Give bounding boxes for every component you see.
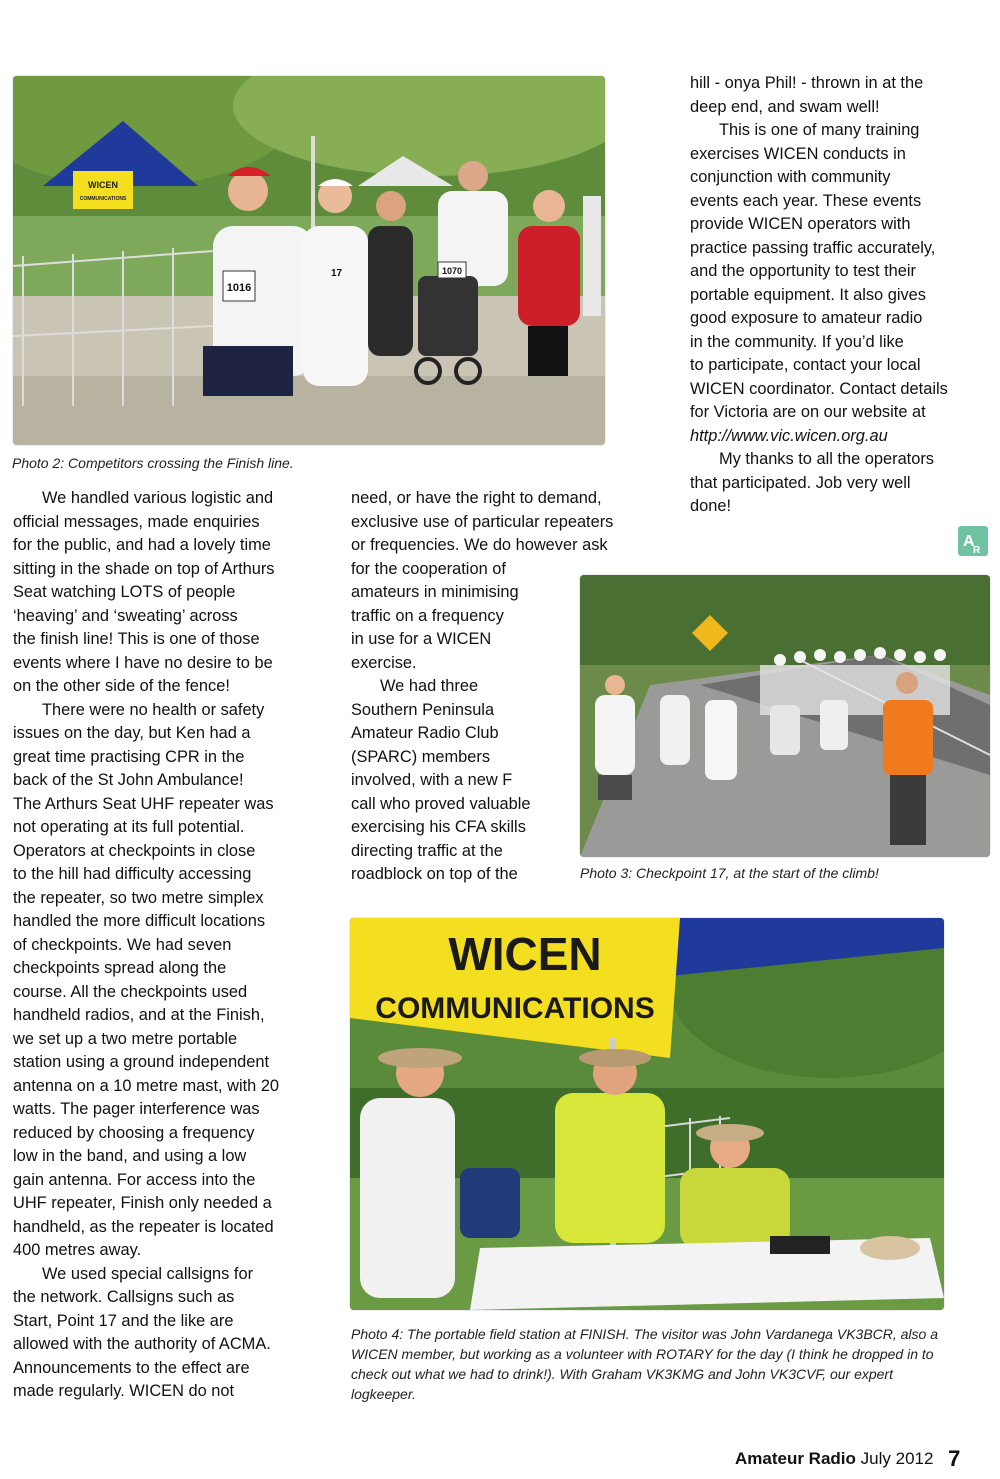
photo2-bib-1016: 1016 [226, 282, 252, 294]
wicen-website-link[interactable]: http://www.vic.wicen.org.au [690, 426, 888, 445]
left-paragraph-3: We used special callsigns for the network. Callsigns such as Start, Point 17 and the like are allowed with the authority of ACMA. Announcements to the effect are made regularly. WICEN do not [13, 1264, 271, 1400]
middle-paragraph-1: need, or have the right to demand, exclusive use of particular repeaters or frequencies. We do however ask for the cooperation of amateurs in minimising traffic on a frequency in use for a WICEN exercise. [351, 489, 614, 672]
article-column-right [690, 72, 995, 519]
photo-3-caption: Photo 3: Checkpoint 17, at the start of the climb! [580, 865, 879, 881]
footer-issue-date: July 2012 [860, 1449, 934, 1468]
photo-4-field-station [350, 918, 944, 1310]
left-paragraph-2: There were no health or safety issues on the day, but Ken had a great time practising CPR in the back of the St John Ambulance! The Arthurs Seat UHF repeater was not operating at its full potential. Operators at checkpoints in close to the hill had difficulty accessing the repeater, so two metre simplex handled the more difficult locations of checkpoints. We had seven checkpoints spread along the course. All the checkpoints used handheld radios, and at the Finish, we set up a two metre portable station using a ground independent antenna on a 10 metre mast, with 20 watts. The pager interference was reduced by choosing a frequency low in the band, and using a low gain antenna. For access into the UHF repeater, Finish only needed a handheld, as the repeater is located 400 metres away. [13, 700, 280, 1259]
middle-paragraph-2: We had three Southern Peninsula Amateur Radio Club (SPARC) members involved, with a new F call who proved valuable exercising his CFA skills directing traffic at the roadblock on top of the [351, 677, 531, 883]
svg-text:R: R [973, 545, 981, 556]
photo2-bib-17: 17 [331, 268, 343, 279]
left-paragraph-1: We handled various logistic and official messages, made enquiries for the public, and had a lovely time sitting in the shade on top of Arthurs Seat watching LOTS of people ‘heaving’ and ‘sweating’ across the finish line! This is one of those events where I have no desire to be on the other side of the fence! [13, 489, 275, 695]
photo2-bib-1070: 1070 [441, 266, 463, 276]
photo2-banner-text-1: WICEN [88, 180, 118, 190]
amateur-radio-logo-icon [958, 526, 988, 556]
photo4-banner-text-1: WICEN [448, 928, 602, 980]
photo-4-caption: Photo 4: The portable field station at FINISH. The visitor was John Vardanega VK3BCR, also a WICEN member, but working as a volunteer with ROTARY for the day (I think he dropped in to check out what we had to drink!). With Graham VK3KMG and John VK3CVF, our expert logkeeper. [351, 1326, 939, 1402]
right-paragraph-1: hill - onya Phil! - thrown in at the deep end, and swam well! [690, 74, 924, 116]
photo2-banner-text-2: COMMUNICATIONS [79, 196, 127, 202]
photo-2-caption: Photo 2: Competitors crossing the Finish line. [12, 455, 294, 471]
article-column-middle [351, 487, 671, 887]
article-column-left [13, 487, 333, 1404]
photo4-banner-text-2: COMMUNICATIONS [375, 992, 655, 1025]
footer-magazine-name: Amateur Radio [735, 1449, 856, 1468]
page-footer [735, 1444, 960, 1470]
right-paragraph-4: My thanks to all the operators that participated. Job very well done! [690, 450, 935, 515]
page-number: 7 [948, 1446, 961, 1471]
photo-2-finish-line [13, 76, 605, 445]
svg-text:A: A [963, 533, 975, 550]
right-paragraph-2: This is one of many training exercises WICEN conducts in conjunction with community events each year. These events provide WICEN operators with practice passing traffic accurately, and the opportunity to test their portable equipment. It also gives good exposure to amateur radio in the community. If you’d like to participate, contact your local WICEN coordinator. Contact details for Victoria are on our website at [690, 121, 948, 421]
